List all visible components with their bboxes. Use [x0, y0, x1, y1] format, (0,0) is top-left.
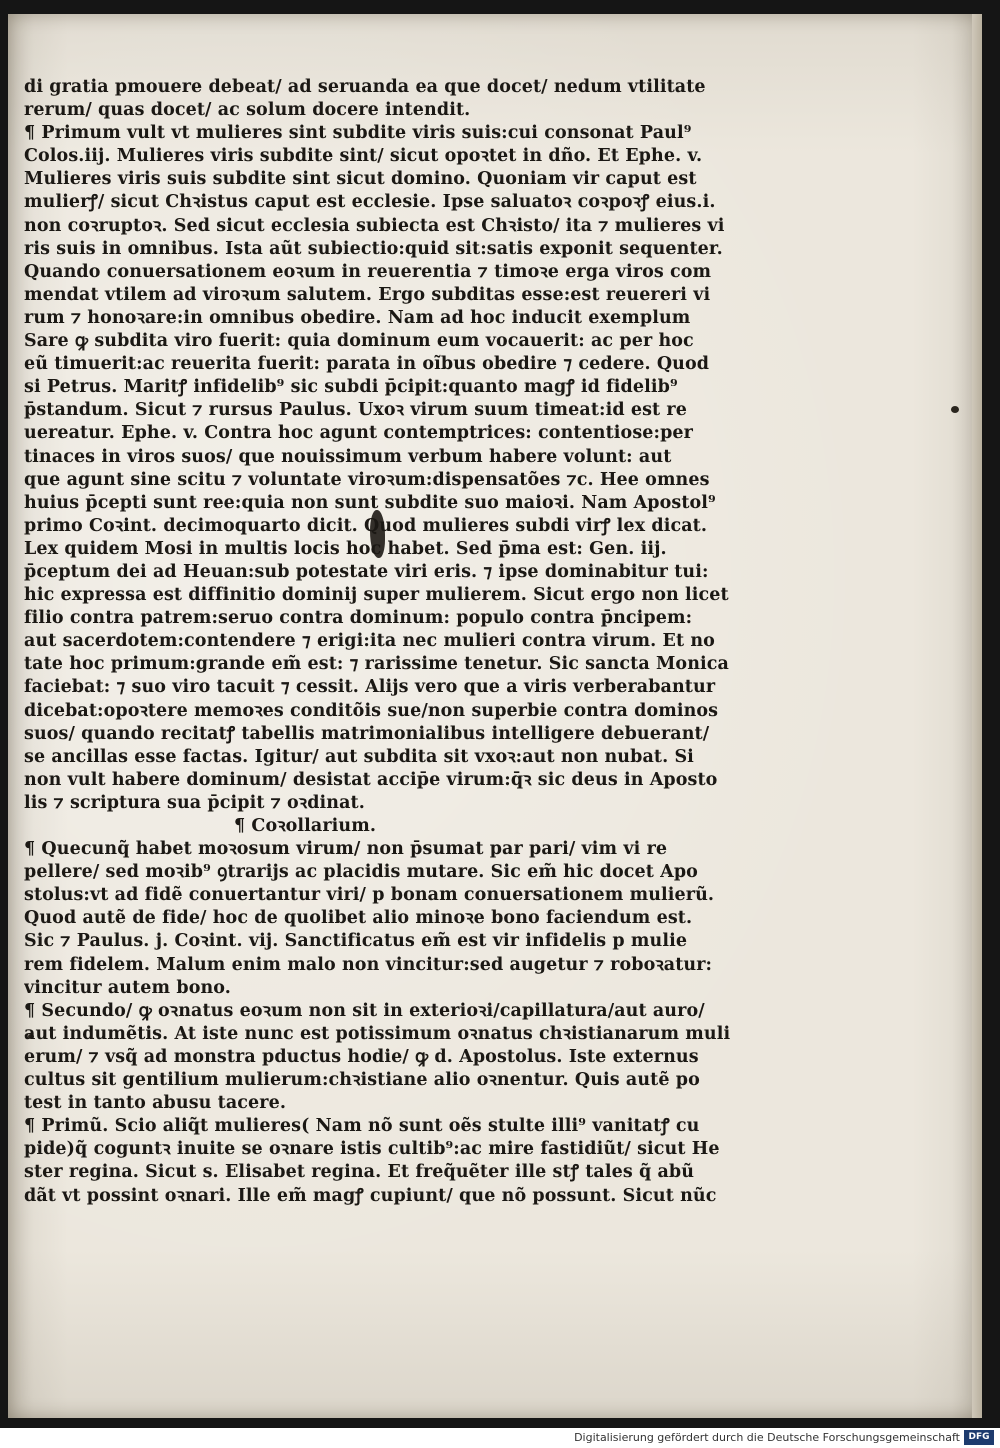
dfg-logo: DFG — [964, 1430, 994, 1445]
footer-bar — [0, 1428, 1000, 1448]
text-line: se ancillas esse factas. Igitur/ aut subdita sit vxoꝛ:aut non nubat. Si — [24, 746, 694, 767]
text-line: non coꝛruptoꝛ. Sed sicut ecclesia subiecta est Chꝛisto/ ita ⁊ mulieres vi — [24, 215, 725, 236]
text-line: ¶ Primum vult vt mulieres sint subdite viris suis:cui consonat Paul⁹ — [24, 123, 692, 144]
text-line: mulierꝭ/ sicut Chꝛistus caput est ecclesie. Ipse saluatoꝛ coꝛpoꝛꝭ eius.i. — [24, 192, 716, 213]
text-line: dãt vt possint oꝛnari. Ille em̃ magꝭ cupiunt/ que nõ possunt. Sicut nũc — [24, 1185, 717, 1206]
page-edge — [972, 14, 982, 1418]
text-line: faciebat: ⁊ suo viro tacuit ⁊ cessit. Alijs vero que a viris verberabantur — [24, 677, 716, 698]
text-line: suos/ quando recitatꝭ tabellis matrimonialibus intelligere debuerant/ — [24, 723, 710, 744]
text-line: hic expressa est diffinitio dominij super mulierem. Sicut ergo non licet — [24, 585, 729, 606]
text-line: lis ⁊ scriptura sua p̄cipit ⁊ oꝛdinat. — [24, 792, 365, 813]
text-line: cultus sit gentilium mulierum:chꝛistiane alio oꝛnentur. Quis autẽ po — [24, 1070, 700, 1091]
text-line: dicebat:opoꝛtere memoꝛes conditõis sue/non superbie contra dominos — [24, 700, 719, 721]
text-line: vincitur autem bono. — [24, 977, 231, 998]
text-line: non vult habere dominum/ desistat accip̄e virum:q̄ꝛ sic deus in Aposto — [24, 769, 718, 790]
text-line: Sare ꝙ subdita viro fuerit: quia dominum eum vocauerit: ac per hoc — [24, 331, 694, 352]
text-line: mendat vtilem ad viroꝛum salutem. Ergo subditas esse:est reuereri vi — [24, 284, 711, 305]
funding-note: Digitalisierung gefördert durch die Deutsche Forschungsgemeinschaft — [574, 1431, 960, 1444]
text-line: rum ⁊ honoꝛare:in omnibus obedire. Nam ad hoc inducit exemplum — [24, 307, 691, 328]
text-line: p̄standum. Sicut ⁊ rursus Paulus. Uxoꝛ virum suum timeat:id est re — [24, 400, 687, 421]
text-line: di gratia pmouere debeat/ ad seruanda ea que docet/ nedum vtilitate — [24, 77, 706, 97]
text-line: ¶ Secundo/ ꝙ oꝛnatus eoꝛum non sit in exterioꝛi/capillatura/aut auro/ — [24, 1000, 705, 1021]
text-line: ¶ Quecunq̃ habet moꝛosum virum/ non p̄sumat par pari/ vim vi re — [24, 839, 668, 860]
text-line: erum/ ⁊ vsq̃ ad monstra pductus hodie/ ꝙ d. Apostolus. Iste externus — [24, 1046, 699, 1067]
text-line: Sic ⁊ Paulus. j. Coꝛint. vij. Sanctificatus em̃ est vir infidelis p mulie — [24, 931, 688, 952]
text-line: Mulieres viris suis subdite sint sicut domino. Quoniam vir caput est — [24, 169, 697, 190]
ink-speck — [951, 406, 959, 413]
text-line: ¶ Coꝛollarium. — [234, 816, 377, 836]
text-line: tate hoc primum:grande em̃ est: ⁊ rarissime tenetur. Sic sancta Monica — [24, 654, 729, 675]
text-line: pide)q̃ coguntꝛ inuite se oꝛnare istis cultib⁹:ac mire fastidiũt/ sicut He — [24, 1139, 720, 1160]
text-line: si Petrus. Maritꝭ infidelib⁹ sic subdi p̄cipit:quanto magꝭ id fidelib⁹ — [24, 377, 678, 398]
text-line: Quod autẽ de fide/ hoc de quolibet alio minoꝛe bono faciendum est. — [24, 908, 693, 929]
text-line: tinaces in viros suos/ que nouissimum verbum habere volunt: aut — [24, 446, 672, 467]
text-line: eũ timuerit:ac reuerita fuerit: parata in oĩbus obedire ⁊ cedere. Quod — [24, 354, 710, 375]
text-line: aut sacerdotem:contendere ⁊ erigi:ita nec mulieri contra virum. Et no — [24, 631, 715, 652]
text-line: rerum/ quas docet/ ac solum docere intendit. — [24, 100, 471, 121]
text-line: Colos.iij. Mulieres viris subdite sint/ sicut opoꝛtet in dño. Et Ephe. v. — [24, 146, 703, 167]
body-text — [24, 76, 764, 1208]
text-line: rem fidelem. Malum enim malo non vincitur:sed augetur ⁊ roboꝛatur: — [24, 954, 713, 975]
text-line: que agunt sine scitu ⁊ voluntate viroꝛum:dispensatões ⁊c. Hee omnes — [24, 469, 710, 490]
text-line: Lex quidem Mosi in multis locis hoc habet. Sed p̄ma est: Gen. iij. — [24, 538, 667, 559]
text-line: p̄ceptum dei ad Heuan:sub potestate viri eris. ⁊ ipse dominabitur tui: — [24, 561, 709, 582]
text-line: test in tanto abusu tacere. — [24, 1093, 287, 1114]
text-line: aut indumẽtis. At iste nunc est potissimum oꝛnatus chꝛistianarum muli — [24, 1023, 731, 1044]
text-line: uereatur. Ephe. v. Contra hoc agunt contemptrices: contentiose:per — [24, 423, 693, 444]
text-line: stolus:vt ad fidẽ conuertantur viri/ p bonam conuersationem mulierũ. — [24, 885, 715, 906]
text-line: filio contra patrem:seruo contra dominum: populo contra p̄ncipem: — [24, 608, 693, 629]
text-line: ris suis in omnibus. Ista aũt subiectio:quid sit:satis exponit sequenter. — [24, 238, 723, 259]
text-line: pellere/ sed moꝛib⁹ ꝯtrarijs ac placidis mutare. Sic em̃ hic docet Apo — [24, 862, 698, 883]
text-line: ¶ Primũ. Scio aliq̃t mulieres( Nam nõ sunt oẽs stulte illi⁹ vanitatꝭ cu — [24, 1116, 700, 1137]
text-line: huius p̄cepti sunt ree:quia non sunt subdite suo maioꝛi. Nam Apostol⁹ — [24, 492, 716, 513]
text-line: Quando conuersationem eoꝛum in reuerentia ⁊ timoꝛe erga viros com — [24, 261, 712, 282]
text-line: ster regina. Sicut s. Elisabet regina. Et freq̃uẽter ille stꝭ tales q̃ abũ — [24, 1162, 695, 1183]
text-line: primo Coꝛint. decimoquarto dicit. Quod mulieres subdi virꝭ lex dicat. — [24, 515, 708, 536]
